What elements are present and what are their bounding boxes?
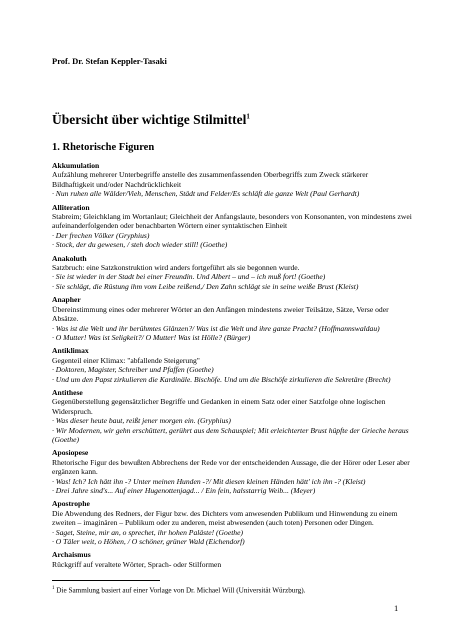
stilmittel-entry [52, 203, 412, 250]
entry-example: · Was ist die Welt und ihr berühmtes Glänzen?/ Was ist die Welt und ihre ganze Pracht? (Hoffmannswaldau) [52, 323, 380, 333]
entry-example: · Stock, der du gewesen, / steh doch wieder still! (Goethe) [52, 240, 228, 250]
entry-definition: Rückgriff auf veraltete Wörter, Sprach- oder Stilformen [52, 559, 222, 569]
entry-example: · Saget, Steine, mir an, o sprechet, ihr hohen Paläste! (Goethe) [52, 527, 243, 537]
section-heading: 1. Rhetorische Figuren [52, 142, 155, 153]
entry-definition: Aufzählung mehrerer Unterbegriffe anstelle des zusammenfassenden Oberbegriffs zum Zweck stärkerer Bildhaftigkeit und/oder Nachdrücklichkeit [52, 170, 369, 189]
page-title [52, 112, 250, 128]
page-number: 1 [394, 603, 399, 613]
entry-example: · Sie schlägt, die Rüstung ihm vom Leibe reißend,/ Den Zahn schlägt sie in seine weiße Brust (Kleist) [52, 281, 359, 291]
entry-definition: Übereinstimmung eines oder mehrerer Wörter an den Anfängen mindestens zweier Teilsätze, Sätze, Verse oder Absätze. [52, 304, 389, 324]
entry-example: · Und um den Papst zirkulieren die Kardinäle. Bischöfe. Und um die Bischöfe zirkulieren die Sekretäre (Brecht) [52, 374, 391, 384]
author-line: Prof. Dr. Stefan Keppler-Tasaki [52, 56, 167, 66]
entry-example: · Doktoren, Magister, Schreiber und Pfaffen (Goethe) [52, 365, 214, 375]
entries-list [52, 161, 412, 573]
entry-example: · O Täler weit, o Höhen, / O schöner, grüner Wald (Eichendorf) [52, 537, 245, 547]
footnote-text: Die Sammlung basiert auf einer Vorlage von Dr. Michael Will (Universität Würzburg). [54, 586, 306, 595]
entry-example: · O Mutter! Was ist Seligkeit?/ O Mutter! Was ist Hölle? (Bürger) [52, 332, 251, 342]
entry-term: Aposiopese [52, 448, 89, 458]
stilmittel-entry [52, 448, 412, 495]
entry-definition: Gegenteil einer Klimax: "abfallende Steigerung" [52, 355, 200, 365]
footnote-mark: 1 [52, 586, 55, 591]
entry-example: · Wir Modernen, wir gehn erschüttert, gerührt aus dem Schauspiel; Mit erleichterter Brust hüpfte der Grieche heraus (Goethe) [52, 425, 409, 444]
stilmittel-entry [52, 346, 412, 384]
title-footnote-mark: 1 [246, 112, 250, 121]
entry-term: Archaismus [52, 550, 91, 560]
entry-example: · Was dieser heute baut, reißt jener morgen ein. (Gryphius) [52, 416, 231, 426]
stilmittel-entry [52, 550, 412, 569]
entry-term: Apostrophe [52, 499, 90, 509]
entry-term: Antiklimax [52, 346, 89, 356]
stilmittel-entry [52, 161, 412, 199]
entry-definition: Gegenüberstellung gegensätzlicher Begriffe und Gedanken in einem Satz oder einer Satzfolge ohne logischen Widerspruch. [52, 397, 386, 416]
stilmittel-entry [52, 254, 412, 292]
title-text: Übersicht über wichtige Stilmittel [52, 112, 247, 127]
entry-example: · Was! Ich? Ich hätt ihn -? Unter meinen Hunden -?/ Mit diesen kleinen Händen hätt' ich ihn -? (Kleist) [52, 476, 366, 486]
entry-term: Anapher [52, 295, 81, 305]
footnote [52, 586, 305, 594]
footnote-separator [52, 580, 160, 581]
entry-example: · Sie ist wieder in der Stadt bei einer Freundin. Und Albert – und – ich muß fort! (Goethe) [52, 272, 326, 282]
entry-example: · Nun ruhen alle Wälder/Vieh, Menschen, Städt und Felder/Es schläft die ganze Welt (Paul Gerhardt) [52, 189, 360, 199]
entry-term: Antithese [52, 387, 83, 397]
entry-example: · Drei Jahre sind's... Auf einer Hugenottenjagd... / Ein fein, halsstarrig Weib... (Meyer) [52, 486, 316, 495]
entry-term: Alliteration [52, 202, 90, 212]
stilmittel-entry [52, 388, 412, 444]
entry-definition: Stabreim; Gleichklang im Wortanlaut; Gleichheit der Anfangslaute, besonders von Konsonanten, von mindestens zwei aufeinanderfolgenden oder benachbarten Wörtern einer syntaktischen Einheit [52, 212, 412, 231]
entry-definition: Rhetorische Figur des bewußten Abbrechens der Rede vor der entscheidenden Aussage, die der Hörer oder Leser aber ergänzen kann. [52, 457, 410, 477]
entry-definition: Die Abwendung des Redners, der Figur bzw. des Dichters vom anwesenden Publikum und Hinwendung zu einem zweiten – imaginären – Publikum oder zu anderen, meist abwesenden (auch toten) Personen oder Dingen. [52, 508, 398, 528]
entry-term: Akkumulation [52, 161, 100, 170]
entry-definition: Satzbruch: eine Satzkonstruktion wird anders fortgeführt als sie begonnen wurde. [52, 263, 300, 273]
entry-term: Anakoluth [52, 253, 87, 263]
stilmittel-entry [52, 295, 412, 342]
stilmittel-entry [52, 499, 412, 546]
entry-example: · Der frechen Völker (Gryphius) [52, 230, 150, 240]
